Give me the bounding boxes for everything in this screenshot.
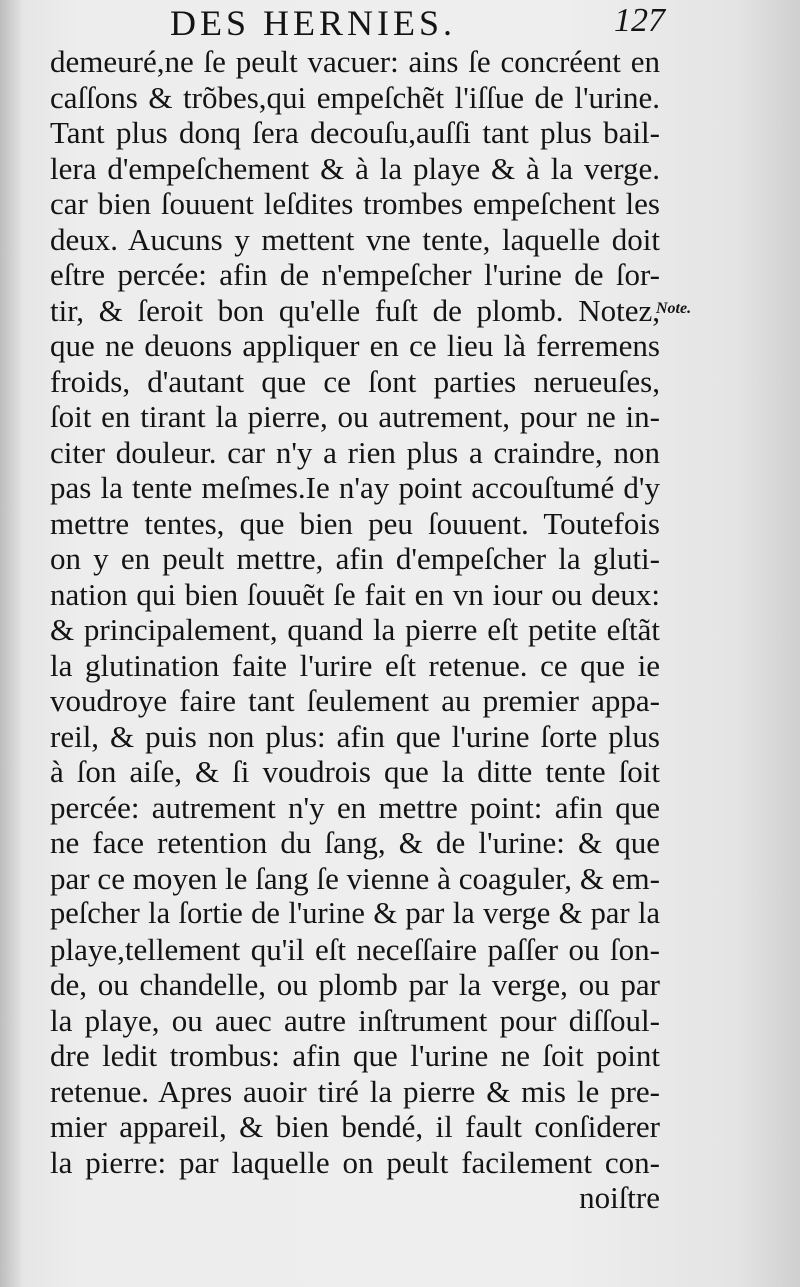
catchword: noiſtre (579, 1180, 660, 1215)
text-line: voudroye faire tant ſeulement au premier appa- (50, 683, 660, 718)
text-line: playe,tellement qu'il eſt neceſſaire paſſer ou ſon- (50, 931, 660, 967)
text-line: car bien ſouuent leſdites trombes empeſchent les (50, 186, 660, 221)
text-line: peſcher la ſortie de l'urine & par la verge & par la (50, 896, 660, 930)
text-line: percée: autrement n'y en mettre point: afin que (50, 789, 660, 825)
text-line: reil, & puis non plus: afin que l'urine ſorte plus (50, 718, 660, 754)
text-line: la pierre: par laquelle on peult facilement con- (50, 1144, 660, 1180)
text-line: par ce moyen le ſang ſe vienne à coaguler, & em- (50, 860, 660, 896)
margin-note: Note. (656, 300, 692, 317)
text-line: de, ou chandelle, ou plomb par la verge, ou par (50, 967, 660, 1002)
text-line: mettre tentes, que bien peu ſouuent. Toutefois (50, 505, 660, 541)
text-line: & principalement, quand la pierre eſt petite eſtãt (50, 612, 660, 647)
text-line: nation qui bien ſouuẽt ſe fait en vn iour ou deux: (50, 576, 660, 612)
text-line: ſoit en tirant la pierre, ou autrement, pour ne in- (50, 399, 660, 434)
text-line: à ſon aiſe, & ſi voudrois que la ditte tente ſoit (50, 754, 660, 789)
text-line: la playe, ou auec autre inſtrument pour diſſoul- (50, 1002, 660, 1038)
running-head: DES HERNIES. (170, 3, 457, 43)
text-line: pas la tente meſmes.Ie n'ay point accouſtumé d'y (50, 470, 660, 505)
text-line: que ne deuons appliquer en ce lieu là ferremens (50, 328, 660, 363)
text-line: froids, d'autant que ce ſont parties nerueuſes, (50, 363, 660, 399)
text-line: on y en peult mettre, afin d'empeſcher la gluti- (50, 541, 660, 576)
text-line: la glutination faite l'urire eſt retenue. ce que ie (50, 647, 660, 683)
text-line: eſtre percée: afin de n'empeſcher l'urine de ſor- (50, 257, 660, 292)
text-line: caſſons & trõbes,qui empeſchẽt l'iſſue de l'urine. (50, 79, 660, 115)
text-line: demeuré,ne ſe peult vacuer: ains ſe concréent en (50, 44, 660, 79)
page-number: 127 (614, 2, 665, 39)
text-line: ne face retention du ſang, & de l'urine: & que (50, 825, 660, 860)
body-text (50, 44, 660, 1216)
text-line: dre ledit trombus: afin que l'urine ne ſoit point (50, 1038, 660, 1073)
text-line: mier appareil, & bien bendé, il fault conſiderer (50, 1109, 660, 1144)
text-line: Tant plus donq ſera decouſu,auſſi tant plus bail- (50, 115, 660, 150)
text-line: tir, & ſeroit bon qu'elle fuſt de plomb. Notez, (50, 292, 660, 328)
text-line: lera d'empeſchement & à la playe & à la verge. (50, 150, 660, 186)
text-line: deux. Aucuns y mettent vne tente, laquelle doit (50, 221, 660, 257)
text-line: retenue. Apres auoir tiré la pierre & mis le pre- (50, 1073, 660, 1109)
text-line: citer douleur. car n'y a rien plus a craindre, non (50, 434, 660, 470)
